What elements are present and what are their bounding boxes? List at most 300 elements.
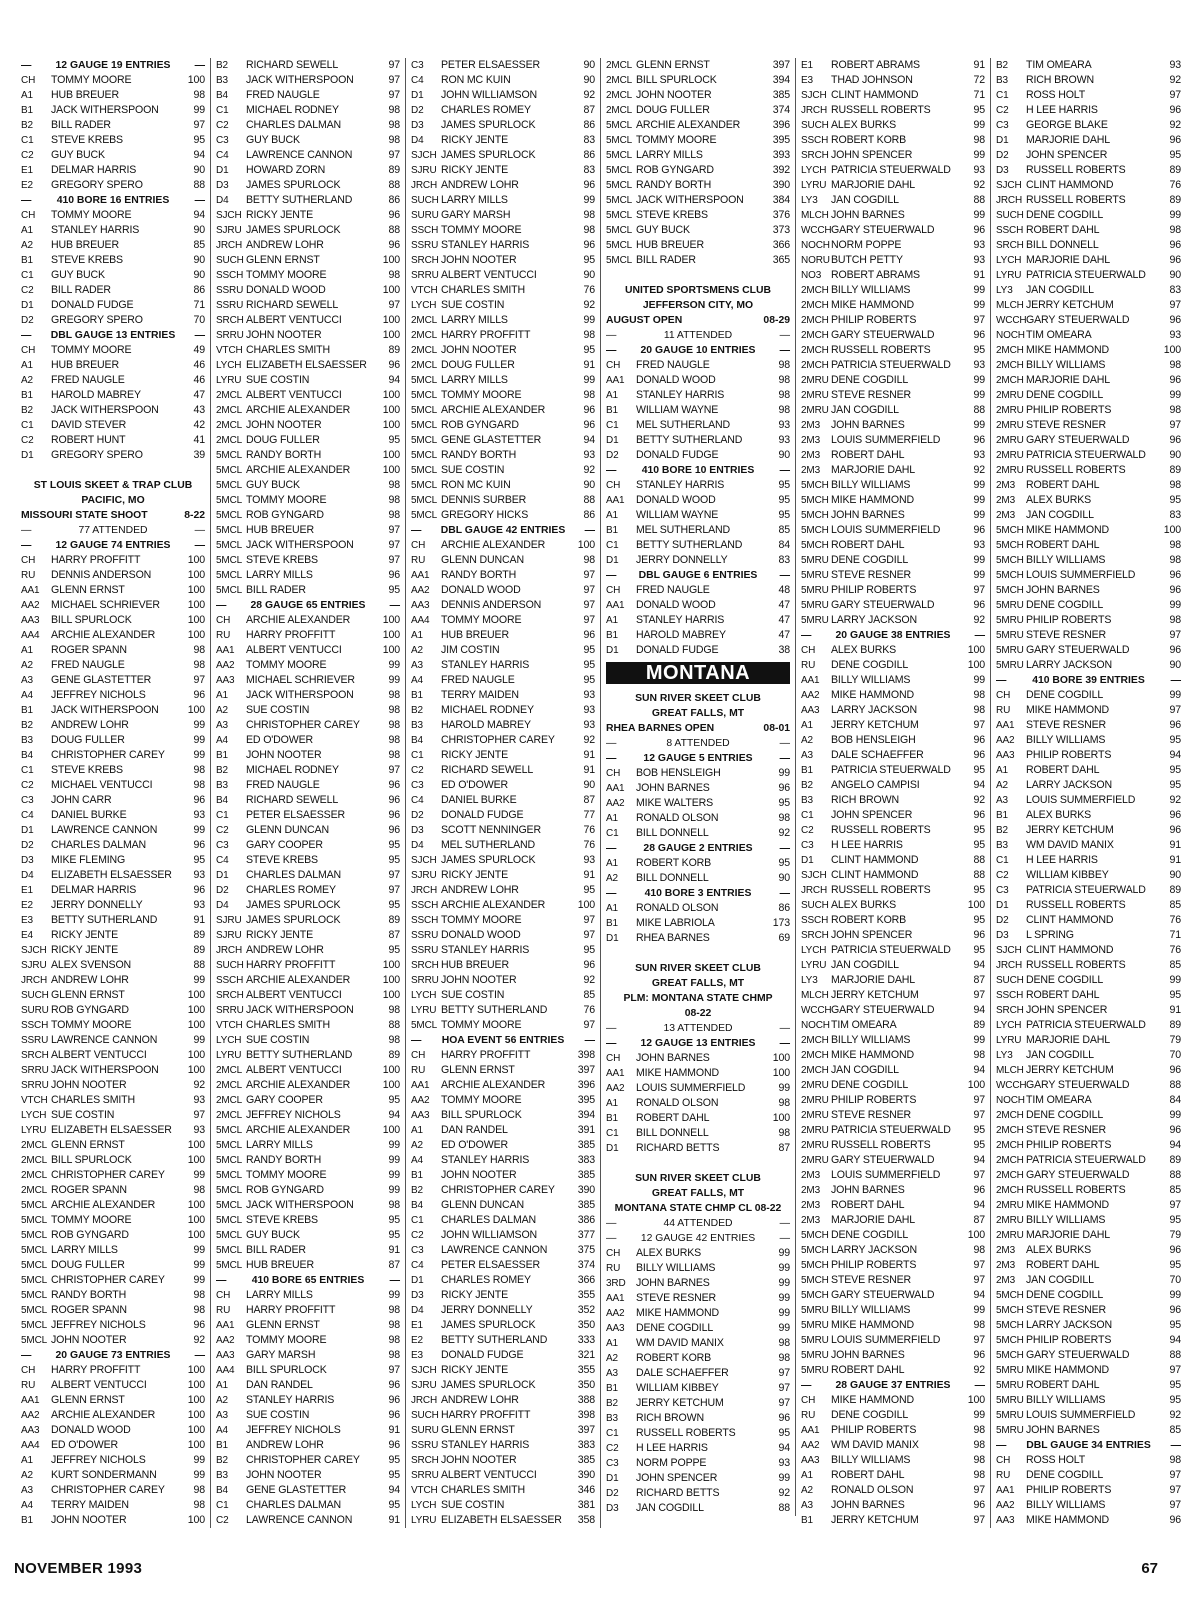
result-row bbox=[21, 628, 205, 643]
result-row bbox=[996, 1213, 1181, 1228]
score: 100 bbox=[187, 1049, 205, 1061]
shooter-name: RICKY JENTE bbox=[441, 1364, 509, 1376]
result-row bbox=[996, 463, 1181, 478]
score: 100 bbox=[187, 569, 205, 581]
class-code: B4 bbox=[411, 735, 423, 746]
result-row bbox=[801, 1093, 985, 1108]
score: 99 bbox=[193, 1454, 205, 1466]
class-code: C3 bbox=[606, 1458, 619, 1469]
result-row bbox=[216, 1333, 400, 1348]
class-code: SRCH bbox=[411, 960, 439, 971]
score: 98 bbox=[973, 1424, 985, 1436]
class-code: LYCH bbox=[801, 165, 827, 176]
shooter-name: JOHN NOOTER bbox=[441, 1169, 517, 1181]
score: 96 bbox=[1169, 569, 1181, 581]
shooter-name: LARRY MILLS bbox=[441, 314, 508, 326]
class-code: C4 bbox=[411, 795, 424, 806]
score: 100 bbox=[967, 1394, 985, 1406]
result-row bbox=[801, 1348, 985, 1363]
score: 96 bbox=[973, 599, 985, 611]
score: 96 bbox=[1169, 239, 1181, 251]
score: 88 bbox=[1169, 1079, 1181, 1091]
shooter-name: PATRICIA STEUERWALD bbox=[831, 944, 951, 956]
result-row bbox=[606, 433, 790, 448]
class-code: A1 bbox=[606, 510, 618, 521]
score: 99 bbox=[973, 479, 985, 491]
score: 100 bbox=[187, 1064, 205, 1076]
shoot-name: AUGUST OPEN bbox=[606, 315, 683, 326]
score: 97 bbox=[583, 614, 595, 626]
score: 100 bbox=[187, 1139, 205, 1151]
result-row bbox=[21, 1468, 205, 1483]
score: 95 bbox=[778, 1427, 790, 1439]
class-code: 5MCL bbox=[606, 135, 633, 146]
score: 100 bbox=[967, 899, 985, 911]
class-code: C1 bbox=[21, 765, 34, 776]
class-code: SJRU bbox=[411, 165, 437, 176]
score: 93 bbox=[583, 689, 595, 701]
result-row bbox=[21, 1033, 205, 1048]
shooter-name: DONALD WOOD bbox=[51, 1424, 131, 1436]
class-code: LYRU bbox=[21, 1125, 47, 1136]
score: 97 bbox=[388, 764, 400, 776]
shooter-name: PATRICIA STEUERWALD bbox=[1026, 1019, 1146, 1031]
result-row bbox=[216, 1168, 400, 1183]
result-row bbox=[411, 808, 595, 823]
result-row bbox=[411, 433, 595, 448]
dash-right: — bbox=[779, 1218, 790, 1229]
score: 384 bbox=[772, 194, 790, 206]
score: 393 bbox=[772, 149, 790, 161]
class-code: RU bbox=[411, 555, 426, 566]
score: 366 bbox=[577, 1274, 595, 1286]
class-code: 5MCL bbox=[216, 480, 243, 491]
result-row bbox=[216, 748, 400, 763]
dash-left: — bbox=[606, 738, 617, 749]
result-row bbox=[606, 223, 790, 238]
dash-right: — bbox=[779, 753, 790, 764]
shooter-name: JAN COGDILL bbox=[1026, 1049, 1094, 1061]
score: 385 bbox=[577, 1169, 595, 1181]
shooter-name: JACK WITHERSPOON bbox=[246, 74, 354, 86]
class-code: A1 bbox=[216, 690, 228, 701]
score: 47 bbox=[778, 614, 790, 626]
shooter-name: JERRY DONNELLY bbox=[636, 554, 728, 566]
shooter-name: ARCHIE ALEXANDER bbox=[51, 1199, 156, 1211]
result-row bbox=[216, 448, 400, 463]
score: 94 bbox=[973, 1004, 985, 1016]
shooter-name: JAN COGDILL bbox=[1026, 284, 1094, 296]
shooter-name: ANDREW LOHR bbox=[246, 239, 324, 251]
result-row bbox=[606, 931, 790, 946]
result-row bbox=[216, 1078, 400, 1093]
shooter-name: GREGORY SPERO bbox=[51, 449, 143, 461]
shooter-name: TERRY MAIDEN bbox=[51, 1499, 129, 1511]
score: 49 bbox=[193, 344, 205, 356]
class-code: C2 bbox=[216, 825, 229, 836]
result-row bbox=[411, 283, 595, 298]
shooter-name: MIKE HAMMOND bbox=[1026, 1364, 1109, 1376]
score: 98 bbox=[193, 644, 205, 656]
result-row bbox=[606, 118, 790, 133]
shooter-name: TOMMY MOORE bbox=[441, 614, 522, 626]
shooter-name: JOHN BARNES bbox=[831, 1184, 905, 1196]
result-row bbox=[216, 853, 400, 868]
result-row bbox=[801, 853, 985, 868]
shoot-title bbox=[21, 508, 205, 523]
result-row bbox=[606, 1471, 790, 1486]
result-row bbox=[216, 253, 400, 268]
result-row bbox=[801, 1333, 985, 1348]
class-code: AA2 bbox=[21, 1410, 40, 1421]
result-row bbox=[21, 268, 205, 283]
class-code: D4 bbox=[411, 840, 424, 851]
result-row bbox=[996, 883, 1181, 898]
class-code: A1 bbox=[801, 720, 813, 731]
result-row bbox=[801, 328, 985, 343]
result-row bbox=[801, 808, 985, 823]
shooter-name: CHARLES SMITH bbox=[246, 344, 330, 356]
score: 99 bbox=[973, 494, 985, 506]
score: 98 bbox=[388, 689, 400, 701]
shooter-name: DELMAR HARRIS bbox=[51, 164, 137, 176]
shooter-name: BILL SPURLOCK bbox=[51, 1154, 132, 1166]
shooter-name: GLENN DUNCAN bbox=[441, 554, 524, 566]
result-row bbox=[216, 358, 400, 373]
score: 99 bbox=[778, 1082, 790, 1094]
club-heading: GREAT FALLS, MT bbox=[651, 1188, 745, 1199]
class-code: E1 bbox=[21, 885, 33, 896]
result-row bbox=[996, 868, 1181, 883]
shooter-name: STANLEY HARRIS bbox=[51, 224, 140, 236]
result-row bbox=[21, 118, 205, 133]
class-code: D4 bbox=[411, 1305, 424, 1316]
class-code: C4 bbox=[216, 855, 229, 866]
result-row bbox=[21, 823, 205, 838]
score: 99 bbox=[973, 1304, 985, 1316]
score: 96 bbox=[388, 1439, 400, 1451]
result-row bbox=[216, 1513, 400, 1528]
shooter-name: MICHAEL RODNEY bbox=[441, 704, 534, 716]
shooter-name: JOHN BARNES bbox=[831, 1349, 905, 1361]
event-title: 12 GAUGE 19 ENTRIES bbox=[55, 60, 171, 71]
score: 92 bbox=[583, 974, 595, 986]
result-row bbox=[411, 403, 595, 418]
result-row bbox=[801, 58, 985, 73]
shooter-name: ROB GYNGARD bbox=[246, 509, 324, 521]
result-row bbox=[21, 1303, 205, 1318]
event-title: DBL GAUGE 42 ENTRIES bbox=[440, 525, 566, 536]
class-code: CH bbox=[606, 768, 621, 779]
shooter-name: ARCHIE ALEXANDER bbox=[636, 119, 741, 131]
result-row bbox=[606, 193, 790, 208]
event-title: 12 GAUGE 5 ENTRIES bbox=[643, 753, 753, 764]
result-row bbox=[996, 73, 1181, 88]
dash-right: — bbox=[584, 525, 595, 536]
shooter-name: ROBERT KORB bbox=[831, 914, 907, 926]
shooter-name: HARRY PROFFITT bbox=[246, 1304, 336, 1316]
shooter-name: GREGORY HICKS bbox=[441, 509, 529, 521]
score: 98 bbox=[193, 89, 205, 101]
result-row bbox=[801, 1243, 985, 1258]
dash-right: — bbox=[1170, 675, 1181, 686]
result-row bbox=[411, 898, 595, 913]
shooter-name: MIKE HAMMOND bbox=[636, 1307, 719, 1319]
result-row bbox=[411, 1318, 595, 1333]
result-row bbox=[411, 1243, 595, 1258]
class-code: D2 bbox=[606, 450, 619, 461]
class-code: 5MCL bbox=[411, 465, 438, 476]
class-code: 5MRU bbox=[996, 1365, 1024, 1376]
result-row bbox=[21, 1483, 205, 1498]
score: 99 bbox=[778, 1262, 790, 1274]
shooter-name: KURT SONDERMANN bbox=[51, 1469, 157, 1481]
class-code: A3 bbox=[411, 660, 423, 671]
result-row bbox=[996, 583, 1181, 598]
event-header bbox=[216, 1273, 400, 1288]
class-code: 2MCH bbox=[996, 1110, 1024, 1121]
score: 96 bbox=[973, 1499, 985, 1511]
score: 98 bbox=[388, 704, 400, 716]
score: 98 bbox=[388, 1004, 400, 1016]
score: 100 bbox=[382, 614, 400, 626]
shooter-name: PATRICIA STEUERWALD bbox=[1026, 1154, 1146, 1166]
shooter-name: JERRY KETCHUM bbox=[1026, 299, 1114, 311]
result-row bbox=[996, 1018, 1181, 1033]
shooter-name: BILL RADER bbox=[636, 254, 696, 266]
class-code: 2MRU bbox=[996, 450, 1024, 461]
class-code: AA2 bbox=[996, 1500, 1015, 1511]
score: 88 bbox=[193, 179, 205, 191]
class-code: D2 bbox=[996, 150, 1009, 161]
result-row bbox=[606, 493, 790, 508]
shooter-name: JAMES SPURLOCK bbox=[441, 1319, 536, 1331]
shooter-name: RICHARD SEWELL bbox=[246, 794, 339, 806]
dash-right: — bbox=[584, 1035, 595, 1046]
shooter-name: TIM OMEARA bbox=[1026, 1094, 1092, 1106]
result-row bbox=[21, 673, 205, 688]
dash-left: — bbox=[606, 1218, 617, 1229]
score: 92 bbox=[973, 794, 985, 806]
shooter-name: STEVE RESNER bbox=[831, 569, 912, 581]
event-header bbox=[21, 58, 205, 73]
shooter-name: ROBERT DAHL bbox=[636, 1112, 710, 1124]
result-row bbox=[996, 208, 1181, 223]
score: 99 bbox=[973, 119, 985, 131]
shooter-name: JAMES SPURLOCK bbox=[441, 119, 536, 131]
result-row bbox=[996, 1048, 1181, 1063]
result-row bbox=[411, 208, 595, 223]
score: 95 bbox=[778, 797, 790, 809]
result-row bbox=[411, 1453, 595, 1468]
score: 100 bbox=[382, 314, 400, 326]
result-row bbox=[216, 283, 400, 298]
score: 100 bbox=[187, 599, 205, 611]
shooter-name: MARJORIE DAHL bbox=[1026, 374, 1110, 386]
result-row bbox=[216, 1153, 400, 1168]
result-row bbox=[411, 148, 595, 163]
score: 85 bbox=[583, 989, 595, 1001]
shooter-name: GLENN ERNST bbox=[441, 1424, 515, 1436]
class-code: 5MCL bbox=[216, 540, 243, 551]
score: 95 bbox=[973, 884, 985, 896]
score: 99 bbox=[583, 314, 595, 326]
shooter-name: LARRY JACKSON bbox=[831, 1244, 917, 1256]
class-code: AA2 bbox=[411, 585, 430, 596]
class-code: AA2 bbox=[606, 1083, 625, 1094]
score: 95 bbox=[583, 644, 595, 656]
score: 99 bbox=[388, 1154, 400, 1166]
shooter-name: JAN COGDILL bbox=[636, 1502, 704, 1514]
score: 97 bbox=[973, 1274, 985, 1286]
class-code: SRRU bbox=[411, 975, 439, 986]
score: 96 bbox=[1169, 644, 1181, 656]
event-title: 12 GAUGE 42 ENTRIES bbox=[640, 1233, 756, 1244]
score: 99 bbox=[973, 1409, 985, 1421]
shooter-name: ARCHIE ALEXANDER bbox=[246, 1079, 351, 1091]
result-row bbox=[996, 1123, 1181, 1138]
dash-left: — bbox=[411, 525, 422, 536]
result-row bbox=[411, 463, 595, 478]
score: 97 bbox=[193, 119, 205, 131]
shooter-name: STEVE KREBS bbox=[246, 854, 318, 866]
shooter-name: RHEA BARNES bbox=[636, 932, 710, 944]
class-code: CH bbox=[21, 345, 36, 356]
score: 99 bbox=[193, 1259, 205, 1271]
shooter-name: ANDREW LOHR bbox=[51, 974, 129, 986]
result-row bbox=[801, 1063, 985, 1078]
result-row bbox=[411, 478, 595, 493]
shooter-name: GARY STEUERWALD bbox=[1026, 434, 1130, 446]
score: 95 bbox=[1169, 1379, 1181, 1391]
class-code: A1 bbox=[21, 225, 33, 236]
result-row bbox=[996, 853, 1181, 868]
result-row bbox=[216, 418, 400, 433]
score: 96 bbox=[583, 404, 595, 416]
score: 98 bbox=[388, 1319, 400, 1331]
result-row bbox=[21, 103, 205, 118]
class-code: A1 bbox=[21, 360, 33, 371]
shooter-name: ED O'DOWER bbox=[441, 1139, 509, 1151]
class-code: CH bbox=[606, 1248, 621, 1259]
shooter-name: PHILIP ROBERTS bbox=[831, 314, 917, 326]
result-row bbox=[411, 418, 595, 433]
class-code: SSRU bbox=[21, 1035, 49, 1046]
shooter-name: WM DAVID MANIX bbox=[1026, 839, 1114, 851]
score: 97 bbox=[583, 599, 595, 611]
score: 366 bbox=[772, 239, 790, 251]
class-code: D2 bbox=[996, 915, 1009, 926]
score: 99 bbox=[193, 1034, 205, 1046]
score: 346 bbox=[577, 1484, 595, 1496]
score: 98 bbox=[388, 1199, 400, 1211]
class-code: 2MRU bbox=[801, 1155, 829, 1166]
shooter-name: MEL SUTHERLAND bbox=[636, 419, 731, 431]
shooter-name: JERRY KETCHUM bbox=[1026, 824, 1114, 836]
class-code: B1 bbox=[21, 705, 33, 716]
shooter-name: FRED NAUGLE bbox=[51, 374, 125, 386]
result-row bbox=[216, 1498, 400, 1513]
result-row bbox=[216, 928, 400, 943]
class-code: C2 bbox=[411, 765, 424, 776]
shooter-name: HAROLD MABREY bbox=[51, 389, 141, 401]
class-code: 5MRU bbox=[801, 1335, 829, 1346]
score: 95 bbox=[1169, 149, 1181, 161]
shoot-date: 08-01 bbox=[763, 723, 790, 734]
class-code: 2MCH bbox=[801, 1050, 829, 1061]
shooter-name: JOHN NOOTER bbox=[51, 1079, 127, 1091]
dash-left: — bbox=[606, 1038, 617, 1049]
class-code: SUCH bbox=[411, 195, 439, 206]
shooter-name: BILL RADER bbox=[246, 584, 306, 596]
result-row bbox=[216, 298, 400, 313]
class-code: LYCH bbox=[996, 255, 1022, 266]
class-code: 5MCL bbox=[216, 1200, 243, 1211]
shooter-name: RONALD OLSON bbox=[636, 1097, 719, 1109]
result-row bbox=[801, 703, 985, 718]
result-row bbox=[216, 58, 400, 73]
result-row bbox=[606, 1111, 790, 1126]
event-title: 11 ATTENDED bbox=[663, 330, 733, 341]
shooter-name: GLENN ERNST bbox=[51, 1139, 125, 1151]
shooter-name: DALE SCHAEFFER bbox=[636, 1367, 729, 1379]
class-code: 2MRU bbox=[801, 1125, 829, 1136]
result-row bbox=[606, 613, 790, 628]
class-code: E3 bbox=[801, 75, 813, 86]
score: 99 bbox=[388, 1184, 400, 1196]
shooter-name: BUTCH PETTY bbox=[831, 254, 903, 266]
class-code: C1 bbox=[216, 810, 229, 821]
shooter-name: GARY STEUERWALD bbox=[831, 599, 935, 611]
shooter-name: DONALD WOOD bbox=[636, 494, 716, 506]
shooter-name: RICKY JENTE bbox=[441, 869, 509, 881]
shooter-name: ELIZABETH ELSAESSER bbox=[51, 869, 172, 881]
score: 79 bbox=[1169, 1229, 1181, 1241]
result-row bbox=[21, 1123, 205, 1138]
result-row bbox=[801, 1078, 985, 1093]
result-row bbox=[411, 778, 595, 793]
result-row bbox=[216, 1453, 400, 1468]
class-code: SRRU bbox=[411, 270, 439, 281]
result-row bbox=[801, 958, 985, 973]
class-code: 5MCH bbox=[996, 525, 1024, 536]
class-code: AA1 bbox=[21, 1395, 40, 1406]
class-code: C1 bbox=[606, 828, 619, 839]
class-code: D2 bbox=[606, 1488, 619, 1499]
class-code: 2MCL bbox=[21, 1140, 48, 1151]
shooter-name: HOWARD ZORN bbox=[246, 164, 326, 176]
score: 92 bbox=[1169, 794, 1181, 806]
score: 93 bbox=[583, 704, 595, 716]
class-code: NOCH bbox=[801, 1020, 830, 1031]
shooter-name: RUSSELL ROBERTS bbox=[1026, 1184, 1126, 1196]
shooter-name: TIM OMEARA bbox=[831, 1019, 897, 1031]
result-row bbox=[801, 1018, 985, 1033]
class-code: 2MCL bbox=[216, 1110, 243, 1121]
shooter-name: ARCHIE ALEXANDER bbox=[246, 404, 351, 416]
score: 98 bbox=[778, 389, 790, 401]
shooter-name: LARRY MILLS bbox=[441, 374, 508, 386]
score: 90 bbox=[583, 269, 595, 281]
result-row bbox=[801, 1318, 985, 1333]
class-code: 2MRU bbox=[801, 1095, 829, 1106]
score: 39 bbox=[193, 449, 205, 461]
result-row bbox=[801, 928, 985, 943]
result-row bbox=[801, 283, 985, 298]
score: 96 bbox=[388, 1409, 400, 1421]
class-code: SUCH bbox=[216, 255, 244, 266]
result-row bbox=[801, 1483, 985, 1498]
